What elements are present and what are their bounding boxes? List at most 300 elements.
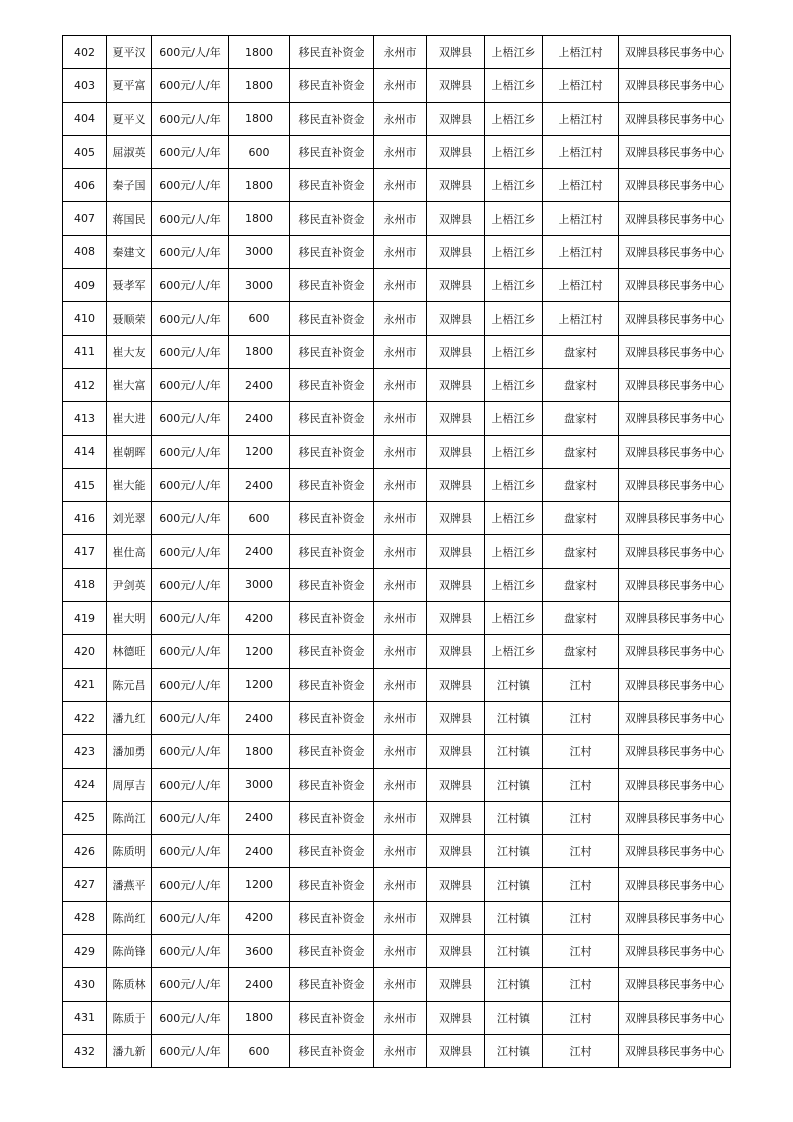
row-number-cell: 411 <box>63 335 107 368</box>
subsidy-amount-cell: 1800 <box>229 69 290 102</box>
township-cell: 江村镇 <box>485 701 543 734</box>
city-cell: 永州市 <box>374 668 427 701</box>
table-row <box>63 1001 731 1034</box>
township-cell: 上梧江乡 <box>485 568 543 601</box>
fund-type-cell: 移民直补资金 <box>290 169 374 202</box>
table-row <box>63 835 731 868</box>
person-name-cell: 崔大明 <box>107 602 152 635</box>
fund-type-cell: 移民直补资金 <box>290 901 374 934</box>
subsidy-standard-cell: 600元/人/年 <box>152 568 229 601</box>
township-cell: 上梧江乡 <box>485 169 543 202</box>
subsidy-amount-cell: 1200 <box>229 435 290 468</box>
row-number-cell: 422 <box>63 701 107 734</box>
subsidy-standard-cell: 600元/人/年 <box>152 69 229 102</box>
issuing-agency-cell: 双牌县移民事务中心 <box>619 502 731 535</box>
row-number-cell: 407 <box>63 202 107 235</box>
person-name-cell: 陈质林 <box>107 968 152 1001</box>
fund-type-cell: 移民直补资金 <box>290 468 374 501</box>
issuing-agency-cell: 双牌县移民事务中心 <box>619 135 731 168</box>
subsidy-amount-cell: 600 <box>229 1034 290 1067</box>
county-cell: 双牌县 <box>427 735 485 768</box>
row-number-cell: 427 <box>63 868 107 901</box>
fund-type-cell: 移民直补资金 <box>290 69 374 102</box>
village-cell: 江村 <box>543 868 619 901</box>
city-cell: 永州市 <box>374 768 427 801</box>
county-cell: 双牌县 <box>427 935 485 968</box>
township-cell: 上梧江乡 <box>485 135 543 168</box>
subsidy-amount-cell: 3000 <box>229 235 290 268</box>
county-cell: 双牌县 <box>427 602 485 635</box>
city-cell: 永州市 <box>374 468 427 501</box>
township-cell: 上梧江乡 <box>485 269 543 302</box>
table-row <box>63 335 731 368</box>
subsidy-standard-cell: 600元/人/年 <box>152 735 229 768</box>
table-row <box>63 36 731 69</box>
county-cell: 双牌县 <box>427 69 485 102</box>
fund-type-cell: 移民直补资金 <box>290 402 374 435</box>
person-name-cell: 刘光翠 <box>107 502 152 535</box>
county-cell: 双牌县 <box>427 701 485 734</box>
subsidy-amount-cell: 2400 <box>229 835 290 868</box>
subsidy-standard-cell: 600元/人/年 <box>152 768 229 801</box>
city-cell: 永州市 <box>374 269 427 302</box>
township-cell: 上梧江乡 <box>485 335 543 368</box>
issuing-agency-cell: 双牌县移民事务中心 <box>619 368 731 401</box>
fund-type-cell: 移民直补资金 <box>290 202 374 235</box>
city-cell: 永州市 <box>374 535 427 568</box>
subsidy-roster-table <box>62 35 731 1068</box>
city-cell: 永州市 <box>374 735 427 768</box>
issuing-agency-cell: 双牌县移民事务中心 <box>619 768 731 801</box>
fund-type-cell: 移民直补资金 <box>290 835 374 868</box>
subsidy-amount-cell: 1800 <box>229 1001 290 1034</box>
subsidy-standard-cell: 600元/人/年 <box>152 602 229 635</box>
table-row <box>63 935 731 968</box>
city-cell: 永州市 <box>374 135 427 168</box>
fund-type-cell: 移民直补资金 <box>290 1034 374 1067</box>
subsidy-amount-cell: 1800 <box>229 102 290 135</box>
row-number-cell: 405 <box>63 135 107 168</box>
person-name-cell: 夏平汉 <box>107 36 152 69</box>
township-cell: 上梧江乡 <box>485 468 543 501</box>
fund-type-cell: 移民直补资金 <box>290 568 374 601</box>
county-cell: 双牌县 <box>427 335 485 368</box>
city-cell: 永州市 <box>374 402 427 435</box>
township-cell: 江村镇 <box>485 1001 543 1034</box>
village-cell: 盘家村 <box>543 502 619 535</box>
fund-type-cell: 移民直补资金 <box>290 801 374 834</box>
person-name-cell: 崔大友 <box>107 335 152 368</box>
county-cell: 双牌县 <box>427 635 485 668</box>
fund-type-cell: 移民直补资金 <box>290 968 374 1001</box>
township-cell: 江村镇 <box>485 968 543 1001</box>
subsidy-amount-cell: 2400 <box>229 968 290 1001</box>
subsidy-amount-cell: 3000 <box>229 768 290 801</box>
township-cell: 上梧江乡 <box>485 235 543 268</box>
fund-type-cell: 移民直补资金 <box>290 102 374 135</box>
issuing-agency-cell: 双牌县移民事务中心 <box>619 102 731 135</box>
fund-type-cell: 移民直补资金 <box>290 368 374 401</box>
row-number-cell: 414 <box>63 435 107 468</box>
person-name-cell: 聂孝军 <box>107 269 152 302</box>
subsidy-amount-cell: 2400 <box>229 701 290 734</box>
city-cell: 永州市 <box>374 968 427 1001</box>
village-cell: 上梧江村 <box>543 102 619 135</box>
city-cell: 永州市 <box>374 202 427 235</box>
person-name-cell: 陈质于 <box>107 1001 152 1034</box>
fund-type-cell: 移民直补资金 <box>290 135 374 168</box>
subsidy-standard-cell: 600元/人/年 <box>152 801 229 834</box>
row-number-cell: 431 <box>63 1001 107 1034</box>
county-cell: 双牌县 <box>427 435 485 468</box>
township-cell: 上梧江乡 <box>485 402 543 435</box>
subsidy-amount-cell: 4200 <box>229 602 290 635</box>
table-row <box>63 602 731 635</box>
subsidy-amount-cell: 2400 <box>229 535 290 568</box>
subsidy-standard-cell: 600元/人/年 <box>152 302 229 335</box>
person-name-cell: 秦子国 <box>107 169 152 202</box>
row-number-cell: 426 <box>63 835 107 868</box>
county-cell: 双牌县 <box>427 36 485 69</box>
issuing-agency-cell: 双牌县移民事务中心 <box>619 335 731 368</box>
county-cell: 双牌县 <box>427 102 485 135</box>
township-cell: 江村镇 <box>485 1034 543 1067</box>
table-row <box>63 302 731 335</box>
county-cell: 双牌县 <box>427 535 485 568</box>
subsidy-standard-cell: 600元/人/年 <box>152 169 229 202</box>
issuing-agency-cell: 双牌县移民事务中心 <box>619 235 731 268</box>
county-cell: 双牌县 <box>427 768 485 801</box>
subsidy-standard-cell: 600元/人/年 <box>152 968 229 1001</box>
row-number-cell: 403 <box>63 69 107 102</box>
issuing-agency-cell: 双牌县移民事务中心 <box>619 801 731 834</box>
issuing-agency-cell: 双牌县移民事务中心 <box>619 435 731 468</box>
township-cell: 上梧江乡 <box>485 602 543 635</box>
subsidy-standard-cell: 600元/人/年 <box>152 368 229 401</box>
issuing-agency-cell: 双牌县移民事务中心 <box>619 835 731 868</box>
row-number-cell: 432 <box>63 1034 107 1067</box>
subsidy-amount-cell: 1800 <box>229 202 290 235</box>
issuing-agency-cell: 双牌县移民事务中心 <box>619 69 731 102</box>
township-cell: 上梧江乡 <box>485 535 543 568</box>
township-cell: 江村镇 <box>485 835 543 868</box>
city-cell: 永州市 <box>374 302 427 335</box>
city-cell: 永州市 <box>374 169 427 202</box>
row-number-cell: 412 <box>63 368 107 401</box>
subsidy-standard-cell: 600元/人/年 <box>152 935 229 968</box>
issuing-agency-cell: 双牌县移民事务中心 <box>619 668 731 701</box>
issuing-agency-cell: 双牌县移民事务中心 <box>619 735 731 768</box>
village-cell: 江村 <box>543 835 619 868</box>
village-cell: 江村 <box>543 901 619 934</box>
person-name-cell: 陈尚红 <box>107 901 152 934</box>
county-cell: 双牌县 <box>427 269 485 302</box>
village-cell: 盘家村 <box>543 602 619 635</box>
row-number-cell: 425 <box>63 801 107 834</box>
village-cell: 江村 <box>543 768 619 801</box>
table-row <box>63 269 731 302</box>
person-name-cell: 蒋国民 <box>107 202 152 235</box>
village-cell: 盘家村 <box>543 468 619 501</box>
row-number-cell: 429 <box>63 935 107 968</box>
village-cell: 上梧江村 <box>543 302 619 335</box>
subsidy-standard-cell: 600元/人/年 <box>152 535 229 568</box>
subsidy-standard-cell: 600元/人/年 <box>152 668 229 701</box>
village-cell: 上梧江村 <box>543 169 619 202</box>
person-name-cell: 周厚吉 <box>107 768 152 801</box>
person-name-cell: 潘加勇 <box>107 735 152 768</box>
subsidy-standard-cell: 600元/人/年 <box>152 435 229 468</box>
issuing-agency-cell: 双牌县移民事务中心 <box>619 468 731 501</box>
person-name-cell: 林德旺 <box>107 635 152 668</box>
subsidy-amount-cell: 2400 <box>229 468 290 501</box>
county-cell: 双牌县 <box>427 468 485 501</box>
issuing-agency-cell: 双牌县移民事务中心 <box>619 701 731 734</box>
person-name-cell: 尹剑英 <box>107 568 152 601</box>
person-name-cell: 陈元昌 <box>107 668 152 701</box>
row-number-cell: 419 <box>63 602 107 635</box>
fund-type-cell: 移民直补资金 <box>290 269 374 302</box>
city-cell: 永州市 <box>374 635 427 668</box>
row-number-cell: 428 <box>63 901 107 934</box>
township-cell: 上梧江乡 <box>485 69 543 102</box>
issuing-agency-cell: 双牌县移民事务中心 <box>619 535 731 568</box>
subsidy-amount-cell: 2400 <box>229 402 290 435</box>
city-cell: 永州市 <box>374 868 427 901</box>
township-cell: 江村镇 <box>485 735 543 768</box>
table-row <box>63 535 731 568</box>
row-number-cell: 421 <box>63 668 107 701</box>
village-cell: 上梧江村 <box>543 69 619 102</box>
table-row <box>63 368 731 401</box>
subsidy-standard-cell: 600元/人/年 <box>152 1001 229 1034</box>
city-cell: 永州市 <box>374 1034 427 1067</box>
issuing-agency-cell: 双牌县移民事务中心 <box>619 635 731 668</box>
subsidy-amount-cell: 1800 <box>229 169 290 202</box>
county-cell: 双牌县 <box>427 502 485 535</box>
fund-type-cell: 移民直补资金 <box>290 935 374 968</box>
issuing-agency-cell: 双牌县移民事务中心 <box>619 868 731 901</box>
county-cell: 双牌县 <box>427 302 485 335</box>
subsidy-standard-cell: 600元/人/年 <box>152 868 229 901</box>
county-cell: 双牌县 <box>427 235 485 268</box>
table-row <box>63 768 731 801</box>
city-cell: 永州市 <box>374 435 427 468</box>
township-cell: 上梧江乡 <box>485 435 543 468</box>
subsidy-amount-cell: 1800 <box>229 735 290 768</box>
village-cell: 盘家村 <box>543 635 619 668</box>
county-cell: 双牌县 <box>427 868 485 901</box>
person-name-cell: 崔朝晖 <box>107 435 152 468</box>
city-cell: 永州市 <box>374 602 427 635</box>
village-cell: 江村 <box>543 1001 619 1034</box>
fund-type-cell: 移民直补资金 <box>290 435 374 468</box>
subsidy-amount-cell: 1200 <box>229 668 290 701</box>
city-cell: 永州市 <box>374 901 427 934</box>
table-row <box>63 635 731 668</box>
village-cell: 上梧江村 <box>543 135 619 168</box>
fund-type-cell: 移民直补资金 <box>290 701 374 734</box>
row-number-cell: 408 <box>63 235 107 268</box>
fund-type-cell: 移民直补资金 <box>290 668 374 701</box>
county-cell: 双牌县 <box>427 968 485 1001</box>
city-cell: 永州市 <box>374 102 427 135</box>
row-number-cell: 410 <box>63 302 107 335</box>
row-number-cell: 406 <box>63 169 107 202</box>
subsidy-amount-cell: 3000 <box>229 568 290 601</box>
table-row <box>63 235 731 268</box>
table-row <box>63 202 731 235</box>
county-cell: 双牌县 <box>427 835 485 868</box>
table-row <box>63 901 731 934</box>
subsidy-amount-cell: 3600 <box>229 935 290 968</box>
township-cell: 上梧江乡 <box>485 502 543 535</box>
village-cell: 江村 <box>543 701 619 734</box>
township-cell: 上梧江乡 <box>485 368 543 401</box>
county-cell: 双牌县 <box>427 368 485 401</box>
issuing-agency-cell: 双牌县移民事务中心 <box>619 36 731 69</box>
county-cell: 双牌县 <box>427 568 485 601</box>
person-name-cell: 屈淑英 <box>107 135 152 168</box>
subsidy-amount-cell: 1200 <box>229 635 290 668</box>
fund-type-cell: 移民直补资金 <box>290 335 374 368</box>
township-cell: 江村镇 <box>485 868 543 901</box>
county-cell: 双牌县 <box>427 135 485 168</box>
subsidy-standard-cell: 600元/人/年 <box>152 135 229 168</box>
county-cell: 双牌县 <box>427 1001 485 1034</box>
issuing-agency-cell: 双牌县移民事务中心 <box>619 968 731 1001</box>
person-name-cell: 陈尚锋 <box>107 935 152 968</box>
city-cell: 永州市 <box>374 502 427 535</box>
subsidy-amount-cell: 600 <box>229 302 290 335</box>
township-cell: 江村镇 <box>485 901 543 934</box>
subsidy-amount-cell: 3000 <box>229 269 290 302</box>
row-number-cell: 418 <box>63 568 107 601</box>
row-number-cell: 409 <box>63 269 107 302</box>
village-cell: 盘家村 <box>543 535 619 568</box>
person-name-cell: 崔大能 <box>107 468 152 501</box>
issuing-agency-cell: 双牌县移民事务中心 <box>619 1034 731 1067</box>
city-cell: 永州市 <box>374 335 427 368</box>
township-cell: 江村镇 <box>485 801 543 834</box>
city-cell: 永州市 <box>374 69 427 102</box>
person-name-cell: 潘燕平 <box>107 868 152 901</box>
county-cell: 双牌县 <box>427 202 485 235</box>
row-number-cell: 417 <box>63 535 107 568</box>
subsidy-standard-cell: 600元/人/年 <box>152 102 229 135</box>
row-number-cell: 430 <box>63 968 107 1001</box>
village-cell: 盘家村 <box>543 335 619 368</box>
fund-type-cell: 移民直补资金 <box>290 502 374 535</box>
village-cell: 江村 <box>543 935 619 968</box>
subsidy-amount-cell: 1800 <box>229 36 290 69</box>
person-name-cell: 陈尚江 <box>107 801 152 834</box>
issuing-agency-cell: 双牌县移民事务中心 <box>619 935 731 968</box>
county-cell: 双牌县 <box>427 901 485 934</box>
table-row <box>63 402 731 435</box>
table-row <box>63 801 731 834</box>
subsidy-standard-cell: 600元/人/年 <box>152 1034 229 1067</box>
subsidy-standard-cell: 600元/人/年 <box>152 335 229 368</box>
issuing-agency-cell: 双牌县移民事务中心 <box>619 269 731 302</box>
township-cell: 上梧江乡 <box>485 302 543 335</box>
person-name-cell: 夏平义 <box>107 102 152 135</box>
subsidy-standard-cell: 600元/人/年 <box>152 235 229 268</box>
subsidy-amount-cell: 600 <box>229 135 290 168</box>
table-row <box>63 668 731 701</box>
issuing-agency-cell: 双牌县移民事务中心 <box>619 202 731 235</box>
fund-type-cell: 移民直补资金 <box>290 535 374 568</box>
subsidy-amount-cell: 2400 <box>229 368 290 401</box>
fund-type-cell: 移民直补资金 <box>290 602 374 635</box>
city-cell: 永州市 <box>374 368 427 401</box>
fund-type-cell: 移民直补资金 <box>290 1001 374 1034</box>
subsidy-standard-cell: 600元/人/年 <box>152 202 229 235</box>
roster-body <box>63 36 731 1068</box>
row-number-cell: 424 <box>63 768 107 801</box>
subsidy-standard-cell: 600元/人/年 <box>152 36 229 69</box>
village-cell: 江村 <box>543 968 619 1001</box>
person-name-cell: 陈质明 <box>107 835 152 868</box>
county-cell: 双牌县 <box>427 1034 485 1067</box>
city-cell: 永州市 <box>374 801 427 834</box>
city-cell: 永州市 <box>374 36 427 69</box>
issuing-agency-cell: 双牌县移民事务中心 <box>619 402 731 435</box>
row-number-cell: 415 <box>63 468 107 501</box>
county-cell: 双牌县 <box>427 169 485 202</box>
city-cell: 永州市 <box>374 835 427 868</box>
subsidy-amount-cell: 600 <box>229 502 290 535</box>
person-name-cell: 崔大进 <box>107 402 152 435</box>
fund-type-cell: 移民直补资金 <box>290 735 374 768</box>
township-cell: 上梧江乡 <box>485 202 543 235</box>
issuing-agency-cell: 双牌县移民事务中心 <box>619 568 731 601</box>
table-row <box>63 502 731 535</box>
village-cell: 上梧江村 <box>543 269 619 302</box>
issuing-agency-cell: 双牌县移民事务中心 <box>619 901 731 934</box>
village-cell: 上梧江村 <box>543 235 619 268</box>
fund-type-cell: 移民直补资金 <box>290 635 374 668</box>
person-name-cell: 潘九新 <box>107 1034 152 1067</box>
table-row <box>63 735 731 768</box>
person-name-cell: 秦建文 <box>107 235 152 268</box>
village-cell: 江村 <box>543 668 619 701</box>
person-name-cell: 崔仕高 <box>107 535 152 568</box>
village-cell: 江村 <box>543 1034 619 1067</box>
fund-type-cell: 移民直补资金 <box>290 868 374 901</box>
county-cell: 双牌县 <box>427 668 485 701</box>
village-cell: 上梧江村 <box>543 36 619 69</box>
county-cell: 双牌县 <box>427 801 485 834</box>
subsidy-standard-cell: 600元/人/年 <box>152 701 229 734</box>
county-cell: 双牌县 <box>427 402 485 435</box>
city-cell: 永州市 <box>374 935 427 968</box>
township-cell: 上梧江乡 <box>485 36 543 69</box>
township-cell: 上梧江乡 <box>485 102 543 135</box>
person-name-cell: 潘九红 <box>107 701 152 734</box>
township-cell: 江村镇 <box>485 935 543 968</box>
city-cell: 永州市 <box>374 701 427 734</box>
table-row <box>63 169 731 202</box>
table-row <box>63 468 731 501</box>
subsidy-standard-cell: 600元/人/年 <box>152 635 229 668</box>
fund-type-cell: 移民直补资金 <box>290 235 374 268</box>
subsidy-amount-cell: 1800 <box>229 335 290 368</box>
subsidy-standard-cell: 600元/人/年 <box>152 402 229 435</box>
row-number-cell: 423 <box>63 735 107 768</box>
village-cell: 盘家村 <box>543 435 619 468</box>
township-cell: 上梧江乡 <box>485 635 543 668</box>
